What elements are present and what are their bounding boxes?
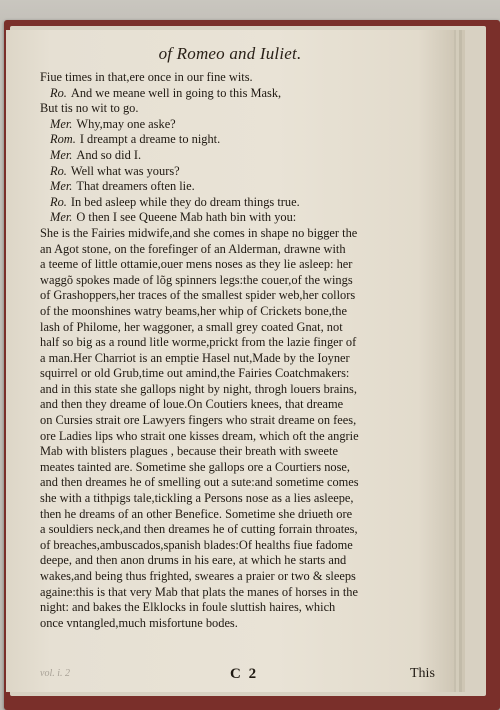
text-line (40, 397, 444, 413)
speaker-prefix: Mer. (50, 147, 73, 162)
line-text: wakes,and being thus frighted, sweares a praier or two & sleeps (40, 569, 356, 583)
text-line (40, 86, 444, 102)
line-text: of breaches,ambuscados,spanish blades:Of healths fiue fadome (40, 537, 353, 552)
line-text: Why,may one aske? (76, 116, 176, 131)
text-line (40, 538, 444, 554)
line-text: ore Ladies lips who strait one kisses dream, which oft the angrie (40, 428, 359, 443)
line-text: I dreampt a dreame to night. (79, 132, 221, 147)
text-line (40, 491, 444, 507)
text-line (40, 507, 444, 523)
line-text: againe:this is that very Mab that plats the manes of horses in the (40, 584, 358, 599)
line-text: on Cursies strait ore Lawyers fingers who strait dreame on fees, (40, 413, 357, 428)
speaker-prefix: Ro. (50, 194, 67, 209)
text-line (40, 522, 444, 538)
line-text: Mab with blisters plagues , because their breath with sweete (40, 444, 338, 459)
line-text: lash of Philome, her waggoner, a small grey coated Gnat, not (40, 319, 343, 334)
line-text: and in this state she gallops night by night, throgh louers brains, (40, 381, 357, 396)
line-text: and then they dreame of loue.On Coutiers knees, that dreame (40, 397, 344, 412)
line-text: meates tainted are. Sometime she gallops ore a Courtiers nose, (40, 459, 351, 474)
speaker-prefix: Mer. (50, 210, 73, 225)
line-text: a souldiers neck,and then dreames he of cutting forrain throates, (40, 522, 358, 537)
page-text (40, 70, 444, 631)
line-text: she with a tithpigs tale,tickling a Persons nose as a lies asleepe, (40, 491, 354, 506)
line-text: a teeme of little ottamie,ouer mens noses as they lie asleep: her (40, 257, 353, 272)
line-text: That dreamers often lie. (76, 179, 195, 194)
signature-mark: C 2 (230, 666, 259, 682)
line-text: O then I see Queene Mab hath bin with you: (76, 210, 297, 225)
text-line (40, 382, 444, 398)
line-text: And we meane well in going to this Mask, (70, 85, 282, 100)
text-line (40, 553, 444, 569)
line-text: And so did I. (76, 147, 142, 162)
line-text: half so big as a round litle worme,prickt from the lazie finger of (40, 335, 357, 350)
speaker-prefix: Mer. (50, 116, 73, 131)
text-line (40, 413, 444, 429)
text-line (40, 257, 444, 273)
text-line (40, 132, 444, 148)
line-text: Well what was yours? (70, 163, 180, 178)
text-line (40, 70, 444, 86)
line-text: then he dreams of an other Benefice. Sometime she driueth ore (40, 506, 353, 521)
speaker-prefix: Ro. (50, 163, 67, 178)
text-line (40, 226, 444, 242)
line-text: an Agot stone, on the forefinger of an Alderman, drawne with (40, 241, 346, 256)
line-text: But tis no wit to go. (40, 101, 139, 116)
text-line (40, 616, 444, 632)
line-text: of the moonshines watry beams,her whip of Crickets bone,the (40, 303, 347, 318)
text-line (40, 569, 444, 585)
text-line (40, 351, 444, 367)
speaker-prefix: Rom. (50, 132, 76, 147)
speaker-prefix: Ro. (50, 85, 67, 100)
text-line (40, 210, 444, 226)
text-line (40, 600, 444, 616)
text-line (40, 195, 444, 211)
speaker-prefix: Mer. (50, 179, 73, 194)
text-line (40, 366, 444, 382)
text-line (40, 148, 444, 164)
line-text: Fiue times in that,ere once in our fine wits. (40, 70, 253, 84)
line-text: waggõ spokes made of lõg spinners legs:the couer,of the wings (40, 272, 353, 287)
running-head: of Romeo and Iuliet. (158, 44, 302, 63)
text-line (40, 585, 444, 601)
text-line (40, 335, 444, 351)
text-line (40, 273, 444, 289)
text-line (40, 288, 444, 304)
text-line (40, 164, 444, 180)
catchword: This (410, 666, 435, 681)
text-line (40, 320, 444, 336)
text-line (40, 117, 444, 133)
text-line (40, 242, 444, 258)
line-text: She is the Fairies midwife,and she comes in shape no bigger the (40, 225, 358, 240)
line-text: once vntangled,much misfortune bodes. (40, 615, 238, 630)
line-text: In bed asleep while they do dream things true. (70, 194, 300, 209)
text-line (40, 179, 444, 195)
line-text: squirrel or old Grub,time out amind,the Fairies Coatchmakers: (40, 366, 350, 381)
text-line (40, 460, 444, 476)
line-text: a man.Her Charriot is an emptie Hasel nut,Made by the Ioyner (40, 350, 350, 365)
book-page (6, 30, 454, 692)
line-text: night: and bakes the Elklocks in foule sluttish haires, which (40, 600, 336, 615)
library-stamp: vol. i. 2 (40, 668, 70, 679)
text-line (40, 429, 444, 445)
line-text: and then dreames he of smelling out a sute:and sometime comes (40, 475, 359, 490)
text-line (40, 475, 444, 491)
text-line (40, 444, 444, 460)
text-line (40, 101, 444, 117)
line-text: deepe, and then anon drums in his eare, at which he starts and (40, 553, 347, 568)
line-text: of Grashoppers,her traces of the smallest spider web,her collors (40, 288, 356, 303)
text-line (40, 304, 444, 320)
